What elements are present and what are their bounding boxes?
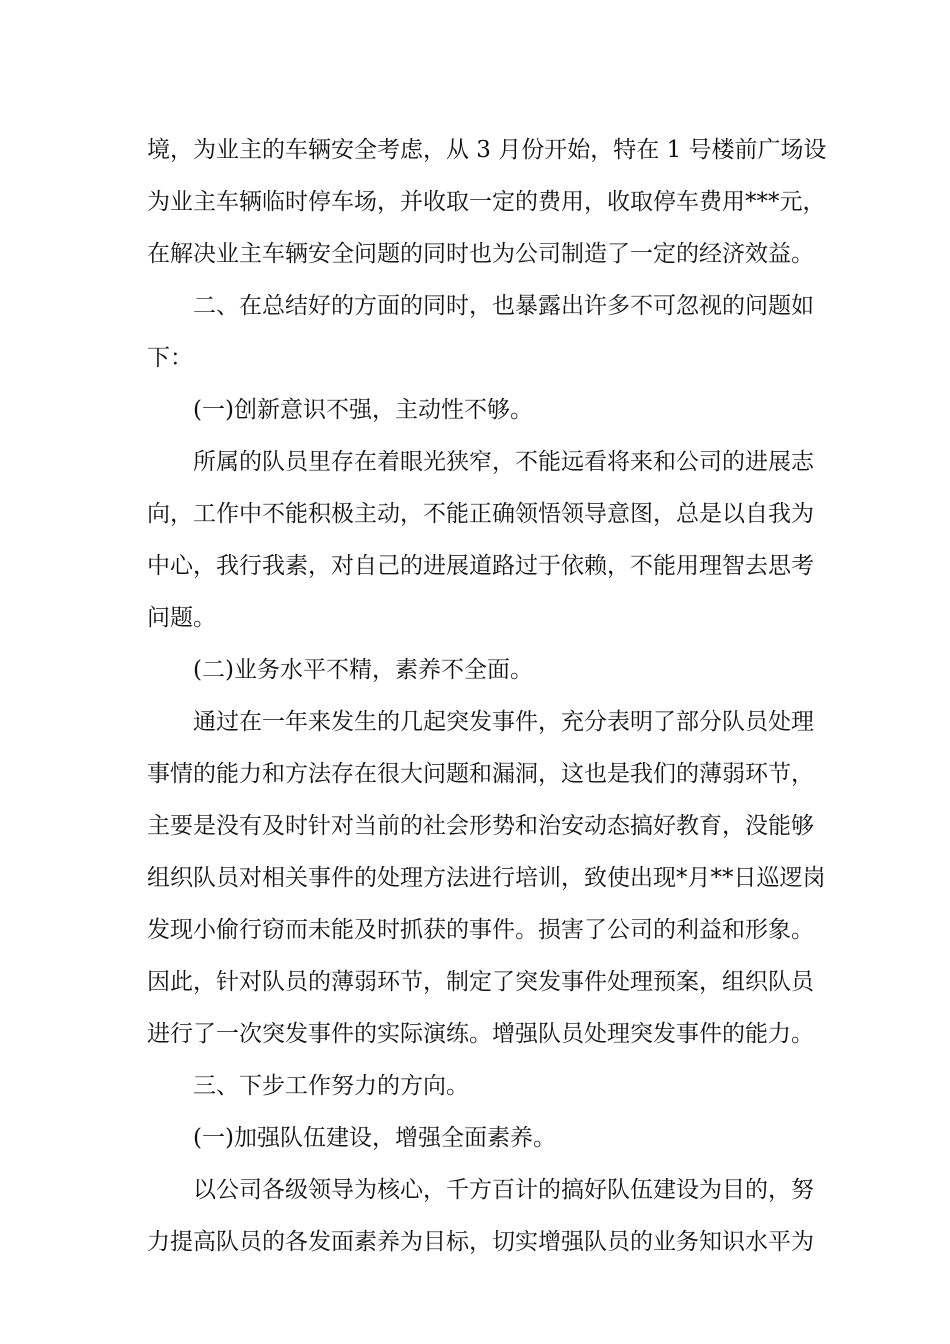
- text-line: 以公司各级领导为核心，千方百计的搞好队伍建设为目的，努: [193, 1177, 814, 1203]
- section-heading: (二)业务水平不精，素养不全面。: [193, 657, 533, 683]
- section-heading: (一)创新意识不强，主动性不够。: [193, 397, 533, 423]
- text-line: 因此，针对队员的薄弱环节，制定了突发事件处理预案，组织队员: [147, 969, 814, 995]
- text-line: 事情的能力和方法存在很大问题和漏洞，这也是我们的薄弱环节，: [147, 761, 814, 787]
- section-heading: (一)加强队伍建设，增强全面素养。: [193, 1125, 556, 1151]
- text-line: 发现小偷行窃而未能及时抓获的事件。损害了公司的利益和形象。: [147, 917, 814, 943]
- text-line: 组织队员对相关事件的处理方法进行培训，致使出现*月**日巡逻岗: [147, 865, 826, 891]
- text-line: 二、在总结好的方面的同时，也暴露出许多不可忽视的问题如: [193, 293, 814, 319]
- text-line: 问题。: [147, 605, 216, 631]
- text-line: 主要是没有及时针对当前的社会形势和治安动态搞好教育，没能够: [147, 813, 814, 839]
- text-line: 下：: [147, 345, 193, 371]
- text-line: 力提高队员的各发面素养为目标，切实增强队员的业务知识水平为: [147, 1229, 814, 1255]
- text-line: 所属的队员里存在着眼光狭窄，不能远看将来和公司的进展志: [193, 449, 814, 475]
- text-line: 为业主车辆临时停车场，并收取一定的费用，收取停车费用***元，: [147, 189, 826, 215]
- text-line: 通过在一年来发生的几起突发事件，充分表明了部分队员处理: [193, 709, 814, 735]
- text-line: 向，工作中不能积极主动，不能正确领悟领导意图，总是以自我为: [147, 501, 814, 527]
- section-heading: 三、下步工作努力的方向。: [193, 1073, 469, 1099]
- text-line: 中心，我行我素，对自己的进展道路过于依赖，不能用理智去思考: [147, 553, 814, 579]
- text-line: 进行了一次突发事件的实际演练。增强队员处理突发事件的能力。: [147, 1021, 814, 1047]
- text-line: 境，为业主的车辆安全考虑，从 3 月份开始，特在 1 号楼前广场设: [147, 137, 827, 163]
- text-line: 在解决业主车辆安全问题的同时也为公司制造了一定的经济效益。: [147, 241, 814, 267]
